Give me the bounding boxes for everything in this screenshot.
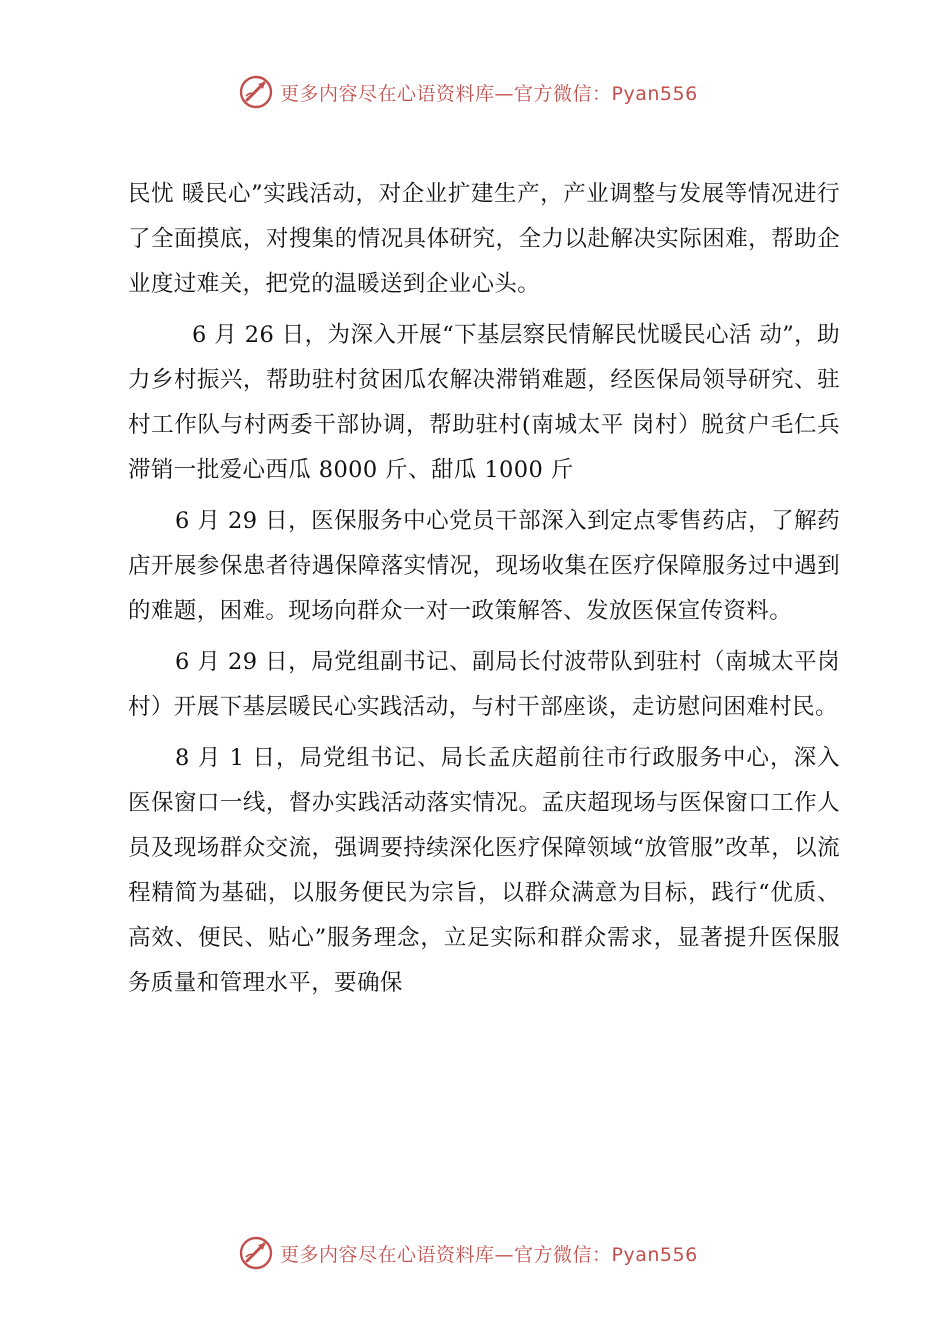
quill-seal-icon <box>238 74 274 110</box>
paragraph: 6 月 29 日，局党组副书记、副局长付波带队到驻村（南城太平岗村）开展下基层暖民心实践活动，与村干部座谈，走访慰问困难村民。 <box>128 649 840 720</box>
header-watermark-banner <box>238 72 758 112</box>
document-body <box>128 172 840 1012</box>
paragraph: 民忧 暖民心”实践活动，对企业扩建生产，产业调整与发展等情况进行了全面摸底，对搜集的情况具体研究，全力以赴解决实际困难，帮助企业度过难关，把党的温暖送到企业心头。 <box>128 181 840 297</box>
paragraph: 8 月 1 日，局党组书记、局长孟庆超前往市行政服务中心，深入医保窗口一线，督办实践活动落实情况。孟庆超现场与医保窗口工作人员及现场群众交流，强调要持续深化医疗保障领域“放管服”改革，以流程精简为基础，以服务便民为宗旨，以群众满意为目标，践行“优质、高效、便民、贴心”服务理念，立足实际和群众需求，显著提升医保服务质量和管理水平，要确保 <box>128 745 840 996</box>
paragraph: 6 月 26 日，为深入开展“下基层察民情解民忧暖民心活 动”，助力乡村振兴，帮助驻村贫困瓜农解决滞销难题，经医保局领导研究、驻村工作队与村两委干部协调，帮助驻村(南城太平 岗村）脱贫户毛仁兵滞销一批爱心西瓜 8000 斤、甜瓜 1000 斤 <box>128 322 840 483</box>
watermark-text: 更多内容尽在心语资料库—官方微信：Pyan556 <box>280 82 698 105</box>
paragraph: 6 月 29 日，医保服务中心党员干部深入到定点零售药店，了解药店开展参保患者待遇保障落实情况，现场收集在医疗保障服务过中遇到的难题，困难。现场向群众一对一政策解答、发放医保宣传资料。 <box>128 508 840 624</box>
watermark-text: 更多内容尽在心语资料库—官方微信：Pyan556 <box>280 1243 698 1266</box>
quill-seal-icon <box>238 1235 274 1271</box>
footer-watermark-banner <box>238 1233 758 1273</box>
